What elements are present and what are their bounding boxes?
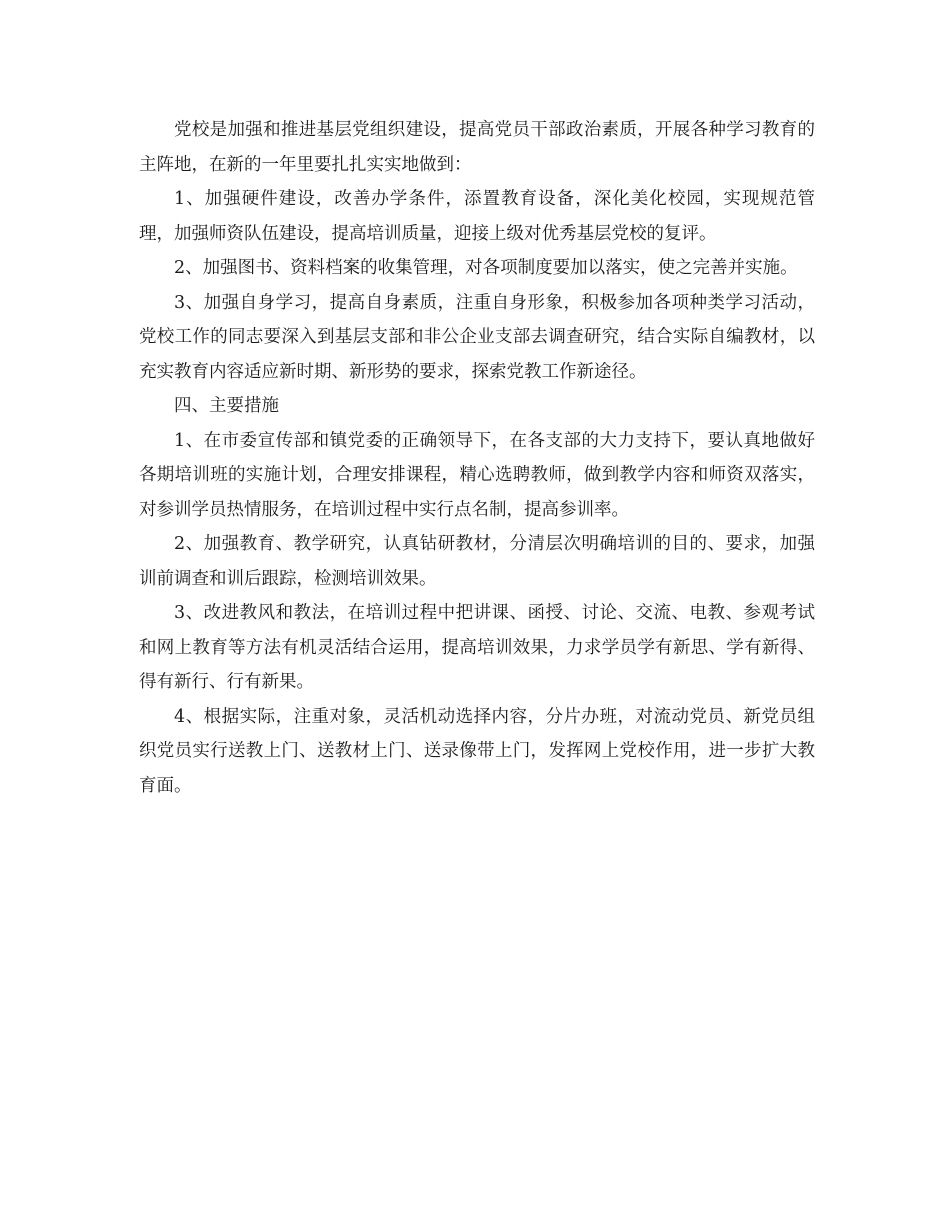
paragraph-measure-1: 1、在市委宣传部和镇党委的正确领导下，在各支部的大力支持下，要认真地做好各期培训班的实施计划，合理安排课程，精心选聘教师，做到教学内容和师资双落实，对参训学员热情服务，在培训过程中实行点名制，提高参训率。 [139,430,815,520]
paragraph-measure-2: 2、加强教育、教学研究，认真钻研教材，分清层次明确培训的目的、要求，加强训前调查和训后跟踪，检测培训效果。 [139,534,815,589]
paragraph-intro: 党校是加强和推进基层党组织建设，提高党员干部政治素质，开展各种学习教育的主阵地，在新的一年里要扎扎实实地做到： [139,120,815,175]
paragraph-item-3: 3、加强自身学习，提高自身素质，注重自身形象，积极参加各项种类学习活动，党校工作的同志要深入到基层支部和非公企业支部去调查研究，结合实际自编教材，以充实教育内容适应新时期、新形势的要求，探索党教工作新途径。 [139,292,815,382]
section-heading-measures: 四、主要措施 [174,396,279,416]
paragraph-item-1: 1、加强硬件建设，改善办学条件，添置教育设备，深化美化校园，实现规范管理，加强师资队伍建设，提高培训质量，迎接上级对优秀基层党校的复评。 [139,189,815,244]
paragraph-measure-4: 4、根据实际，注重对象，灵活机动选择内容，分片办班，对流动党员、新党员组织党员实行送教上门、送教材上门、送录像带上门，发挥网上党校作用，进一步扩大教育面。 [139,706,815,796]
paragraph-item-2: 2、加强图书、资料档案的收集管理，对各项制度要加以落实，使之完善并实施。 [174,258,798,278]
paragraph-measure-3: 3、改进教风和教法，在培训过程中把讲课、函授、讨论、交流、电教、参观考试和网上教育等方法有机灵活结合运用，提高培训效果，力求学员学有新思、学有新得、得有新行、行有新果。 [139,603,815,692]
document-body [139,113,815,803]
